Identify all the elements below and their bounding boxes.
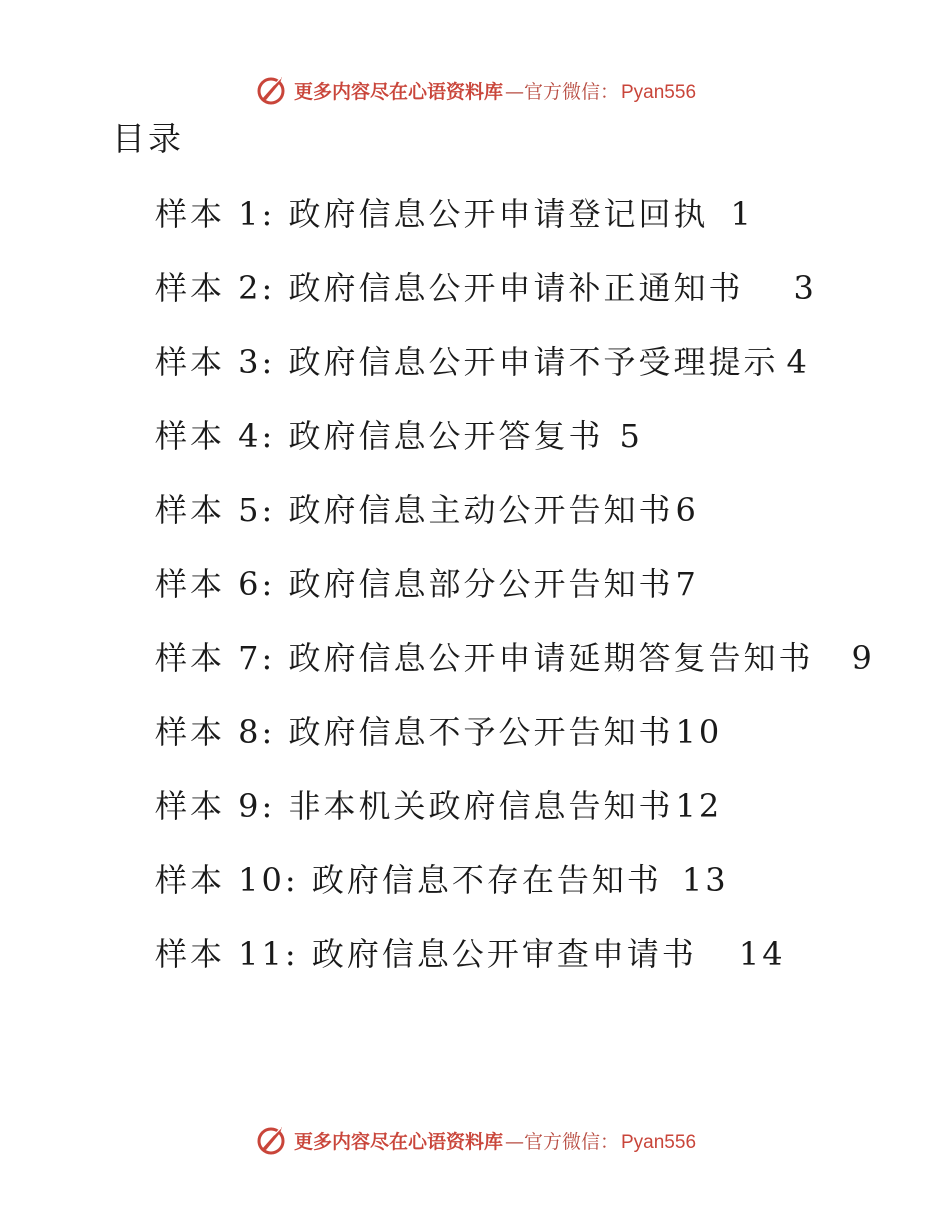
banner-main-text: 更多内容尽在心语资料库 xyxy=(293,1130,503,1153)
toc-item[interactable] xyxy=(155,270,875,344)
toc-item-label: 样本 7: 政府信息公开申请延期答复告知书 xyxy=(155,639,814,677)
toc-item-page: 14 xyxy=(738,935,786,973)
banner-wechat-id: Pyan556 xyxy=(621,81,697,103)
toc-item[interactable] xyxy=(155,492,875,566)
toc-item-page: 4 xyxy=(786,343,810,381)
banner-wechat-label: —官方微信： xyxy=(504,80,619,103)
toc-item-page: 7 xyxy=(675,565,699,603)
toc-item-page: 5 xyxy=(619,417,643,455)
toc-item[interactable] xyxy=(155,862,875,936)
toc-item-page: 6 xyxy=(675,491,699,529)
toc-item-page: 1 xyxy=(730,195,754,233)
toc-item-label: 样本 2: 政府信息公开申请补正通知书 xyxy=(155,269,744,307)
quill-pen-logo-icon xyxy=(254,73,288,107)
toc-item-page: 9 xyxy=(851,639,875,677)
banner-wechat-id: Pyan556 xyxy=(621,1131,697,1153)
toc-item-label: 样本 4: 政府信息公开答复书 xyxy=(155,417,604,455)
toc-item-label: 样本 5: 政府信息主动公开告知书 xyxy=(155,491,674,529)
toc-item-label: 样本 3: 政府信息公开申请不予受理提示 xyxy=(155,343,779,381)
toc-item[interactable] xyxy=(155,418,875,492)
toc-item-label: 样本 11: 政府信息公开审查申请书 xyxy=(155,935,697,973)
toc-item[interactable] xyxy=(155,714,875,788)
toc-item-label: 样本 9: 非本机关政府信息告知书 xyxy=(155,787,674,825)
footer-banner xyxy=(0,1120,950,1160)
toc-item[interactable] xyxy=(155,196,875,270)
toc-item-page: 3 xyxy=(793,269,817,307)
banner-text xyxy=(294,1127,696,1154)
toc-item-page: 13 xyxy=(681,861,729,899)
toc-item-label: 样本 1: 政府信息公开申请登记回执 xyxy=(155,195,709,233)
banner-wechat-label: —官方微信： xyxy=(504,1130,619,1153)
header-banner xyxy=(0,70,950,110)
toc-item[interactable] xyxy=(155,936,875,1010)
toc-item[interactable] xyxy=(155,344,875,418)
toc-item-label: 样本 8: 政府信息不予公开告知书 xyxy=(155,713,674,751)
toc-list xyxy=(155,196,875,1010)
toc-item-label: 样本 10: 政府信息不存在告知书 xyxy=(155,861,662,899)
quill-pen-logo-icon xyxy=(254,1123,288,1157)
toc-item[interactable] xyxy=(155,640,875,714)
toc-item-page: 10 xyxy=(675,713,723,751)
banner-main-text: 更多内容尽在心语资料库 xyxy=(293,80,503,103)
toc-item[interactable] xyxy=(155,788,875,862)
toc-item-page: 12 xyxy=(675,787,723,825)
toc-item-label: 样本 6: 政府信息部分公开告知书 xyxy=(155,565,674,603)
toc-title: 目录 xyxy=(112,119,184,158)
toc-item[interactable] xyxy=(155,566,875,640)
banner-text xyxy=(294,77,696,104)
